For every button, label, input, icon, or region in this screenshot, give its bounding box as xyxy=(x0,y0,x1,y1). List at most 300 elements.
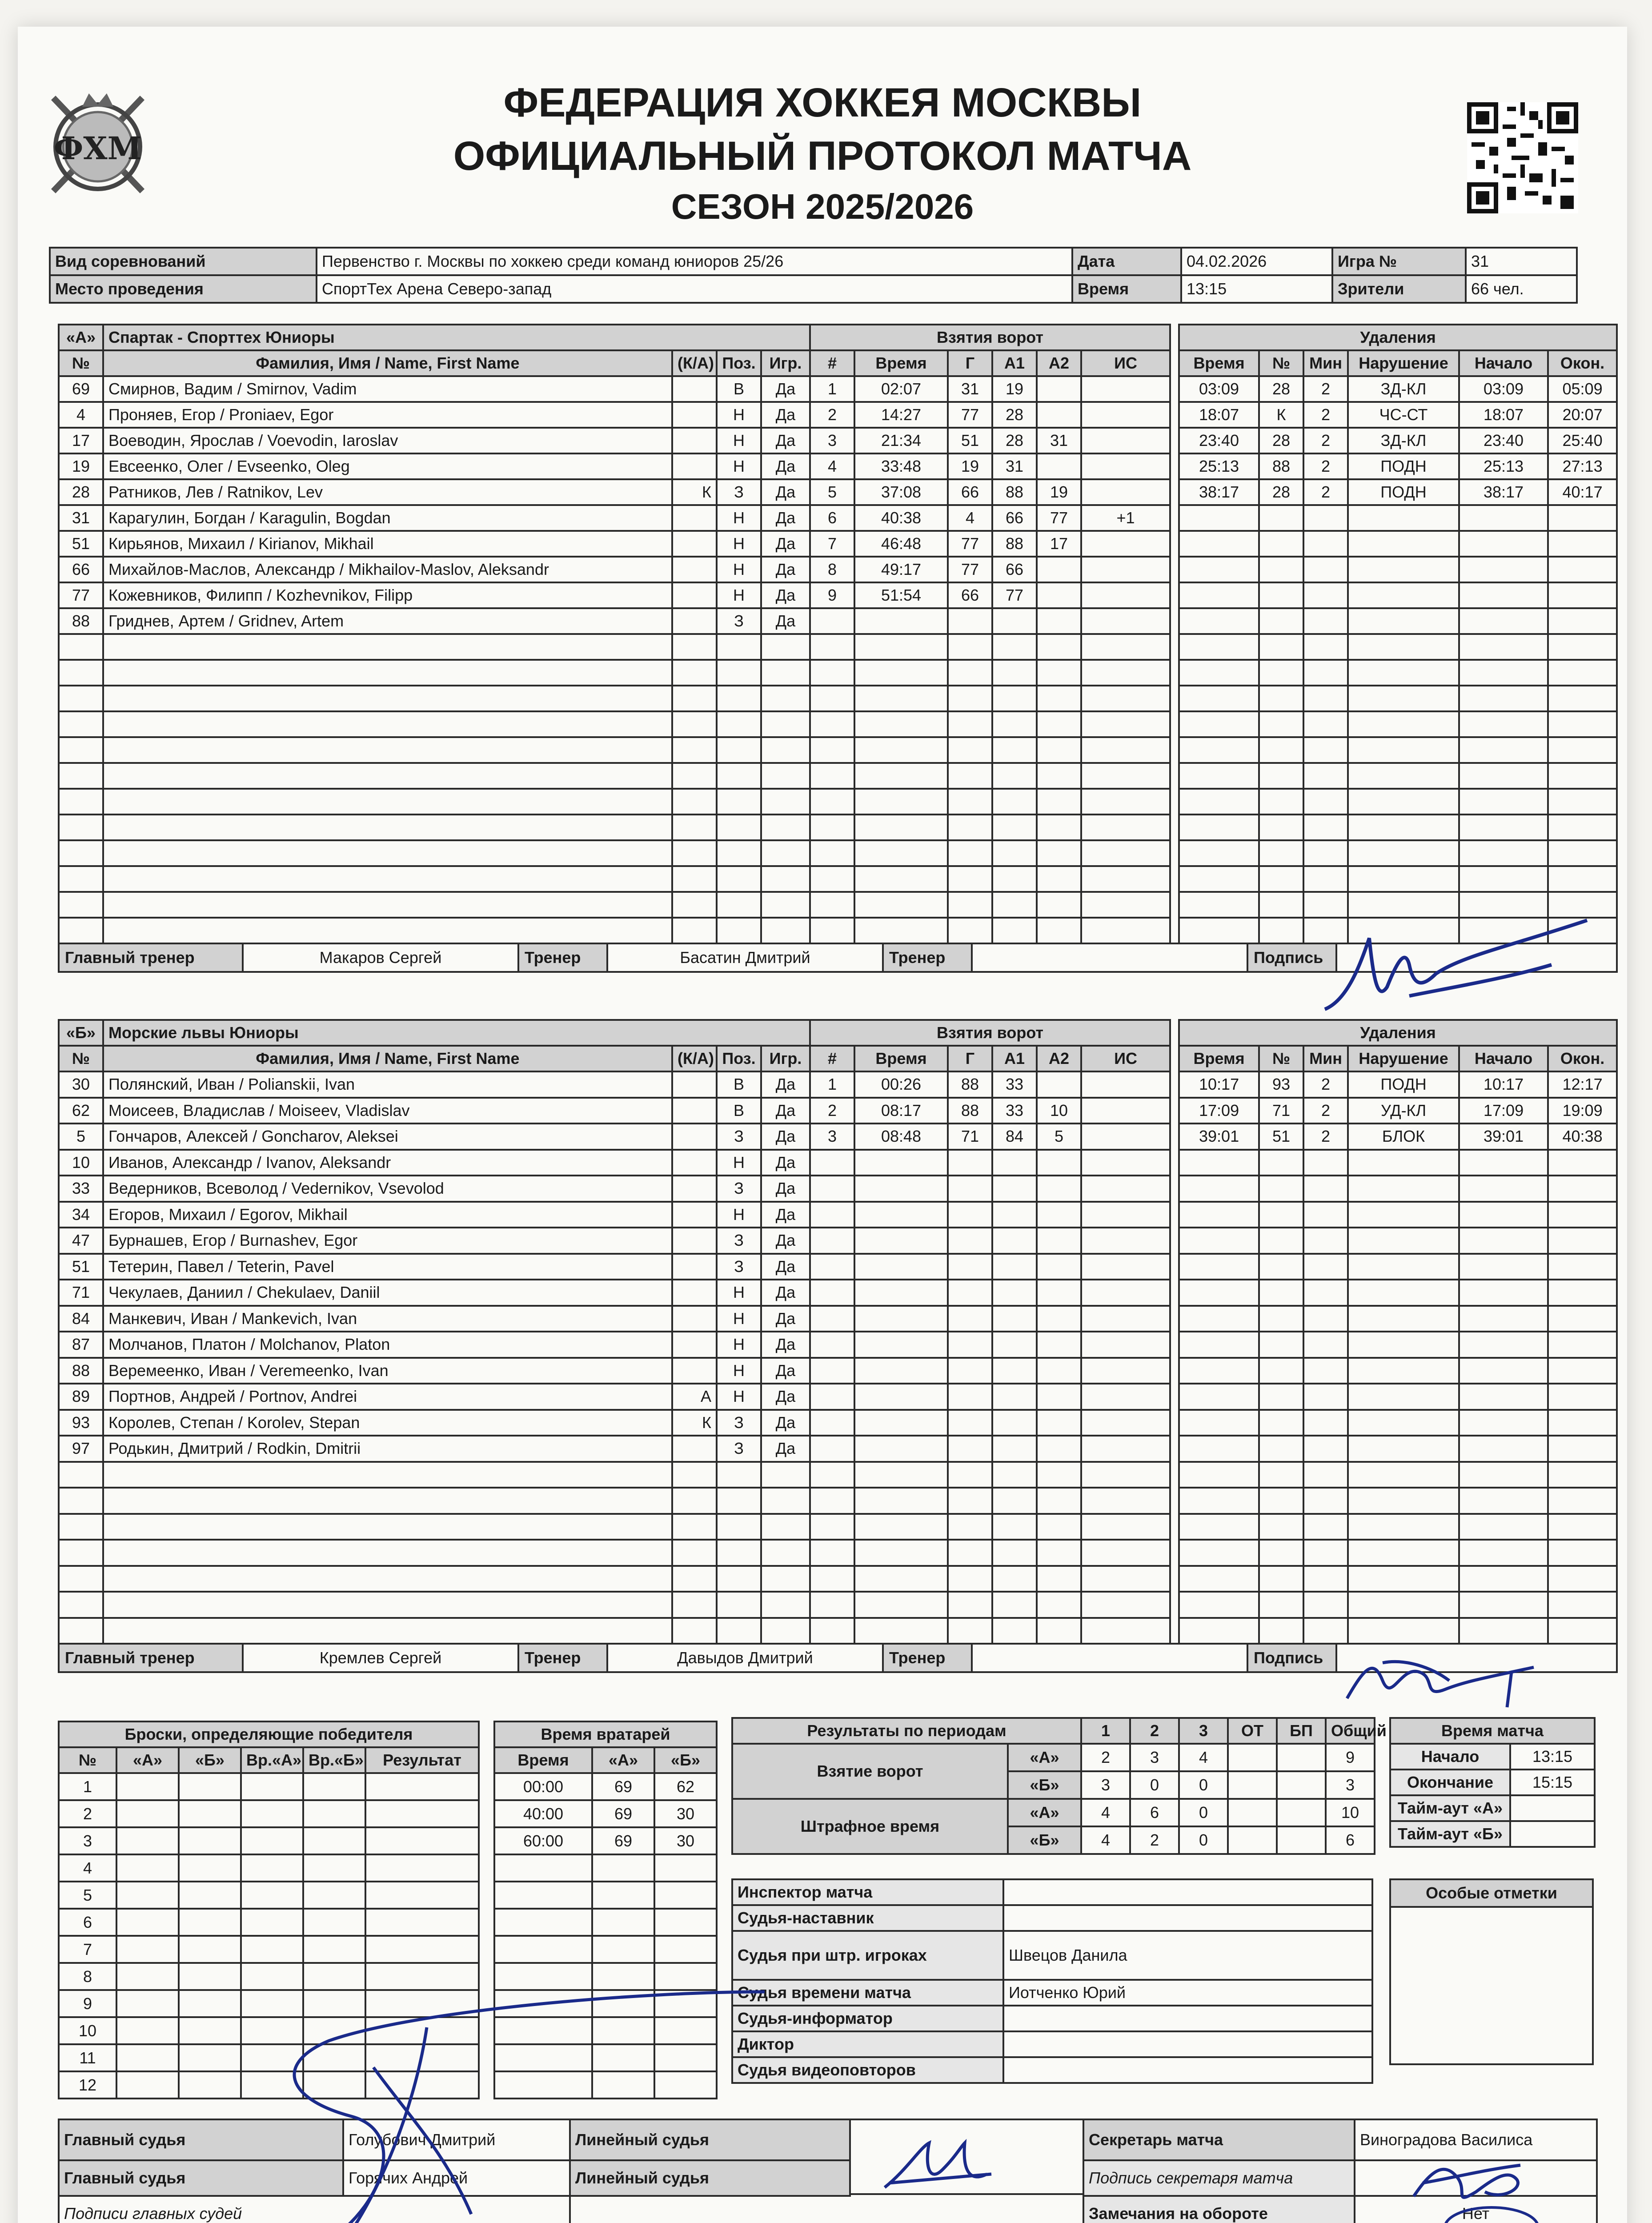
team_b-penalty-time xyxy=(1179,1306,1259,1332)
team_b-goal-a1 xyxy=(992,1176,1037,1202)
team_a-player-position xyxy=(717,634,761,660)
team_a-goal-is xyxy=(1081,376,1170,402)
team_b-penalty-time xyxy=(1179,1280,1259,1306)
team_a-goal-n xyxy=(810,608,854,634)
official-value xyxy=(1003,2057,1372,2083)
team_b-player-number xyxy=(59,1540,103,1566)
team_a-tag: «А» xyxy=(59,325,103,350)
team_b-goal-is xyxy=(1081,1280,1170,1306)
team_b-goal-a1 xyxy=(992,1566,1037,1592)
team_b-player-played: Да xyxy=(761,1410,810,1436)
team_b-penalty-start xyxy=(1459,1384,1548,1410)
team_a-goal-time xyxy=(854,840,948,866)
team_b-head-coach-value: Кремлев Сергей xyxy=(242,1645,517,1671)
team_a-player-number xyxy=(59,763,103,789)
team_b-goal-g xyxy=(948,1358,992,1384)
shootout-row-number: 4 xyxy=(59,1854,116,1882)
team_b-penalty-end xyxy=(1548,1358,1617,1384)
team_a-penalty-viol xyxy=(1348,789,1459,815)
team_a-goal-n: 2 xyxy=(810,402,854,428)
team_a-goal-n: 7 xyxy=(810,531,854,557)
shootout-cell xyxy=(116,1800,179,1827)
team_b-col-g_num: # xyxy=(810,1046,854,1071)
team_b-penalty-viol xyxy=(1348,1202,1459,1228)
team_b-goal-n xyxy=(810,1202,854,1228)
team_a-col-g_g: Г xyxy=(948,350,992,376)
linesman-1-label: Линейный судья xyxy=(570,2119,850,2160)
team_a-player-name xyxy=(103,686,672,711)
team_a-penalty-start xyxy=(1459,531,1548,557)
team_a-goal-is xyxy=(1081,789,1170,815)
team_b-penalty-num xyxy=(1259,1592,1303,1618)
team_b-goals-title: Взятия ворот xyxy=(810,1020,1170,1046)
team_b-goal-a2 xyxy=(1037,1462,1081,1488)
team_b-goal-time xyxy=(854,1176,948,1202)
spectators-label: Зрители xyxy=(1332,275,1466,303)
team_a-goal-n: 6 xyxy=(810,505,854,531)
team_b-player-played xyxy=(761,1514,810,1540)
team_a-penalty-viol: ЗД-КЛ xyxy=(1348,428,1459,453)
team_a-col-g_is: ИС xyxy=(1081,350,1170,376)
team_b-goal-g xyxy=(948,1436,992,1462)
shootout-row-number: 10 xyxy=(59,2017,116,2044)
team_b-goal-g xyxy=(948,1228,992,1254)
team_b-row xyxy=(59,1540,1617,1566)
team_a-player-name: Михайлов-Маслов, Александр / Mikhailov-Maslov, Aleksandr xyxy=(103,557,672,582)
team_b-goal-a1 xyxy=(992,1202,1037,1228)
team_b-player-number: 5 xyxy=(59,1124,103,1150)
team_b-col-played: Игр. xyxy=(761,1046,810,1071)
team_b-player-number xyxy=(59,1566,103,1592)
team_b-penalty-num xyxy=(1259,1280,1303,1306)
team_a-penalty-time xyxy=(1179,918,1259,943)
team_b-player-number: 33 xyxy=(59,1176,103,1202)
team_a-goal-g xyxy=(948,892,992,918)
team_a-player-position xyxy=(717,840,761,866)
team_b-player-number xyxy=(59,1462,103,1488)
team_b-penalty-end xyxy=(1548,1384,1617,1410)
team_a-player-played xyxy=(761,711,810,737)
team_b-player-name: Чекулаев, Даниил / Chekulaev, Daniil xyxy=(103,1280,672,1306)
team_a-penalty-time: 38:17 xyxy=(1179,479,1259,505)
team_b-penalty-time: 10:17 xyxy=(1179,1071,1259,1098)
team_a-penalty-time xyxy=(1179,737,1259,763)
team_b-player-name: Ведерников, Всеволод / Vedernikov, Vsevolod xyxy=(103,1176,672,1202)
team_b-penalty-num xyxy=(1259,1176,1303,1202)
goalie-cell xyxy=(592,1936,654,1963)
team_a-goal-n xyxy=(810,815,854,840)
team_a-goal-a1 xyxy=(992,866,1037,892)
referee-signature xyxy=(240,1983,774,2223)
team_b-goal-time xyxy=(854,1150,948,1176)
team_b-penalty-viol xyxy=(1348,1592,1459,1618)
team_a-player-number: 4 xyxy=(59,402,103,428)
team_b-penalty-start xyxy=(1459,1540,1548,1566)
team_a-player-name: Ратников, Лев / Ratnikov, Lev xyxy=(103,479,672,505)
team_b-goal-time xyxy=(854,1540,948,1566)
team_b-penalty-end: 40:38 xyxy=(1548,1124,1617,1150)
team_b-penalty-time xyxy=(1179,1410,1259,1436)
team_b-goal-g xyxy=(948,1150,992,1176)
team_a-col-p_num: № xyxy=(1259,350,1303,376)
team_b-sign-label: Подпись xyxy=(1247,1645,1335,1671)
team_a-player-number: 31 xyxy=(59,505,103,531)
team_b-col-p_end: Окон. xyxy=(1548,1046,1617,1071)
team_a-goal-n xyxy=(810,840,854,866)
team_b-goal-is xyxy=(1081,1436,1170,1462)
shootout-cell xyxy=(179,1800,241,1827)
team_b-penalty-num xyxy=(1259,1488,1303,1514)
team_a-penalty-viol xyxy=(1348,505,1459,531)
team_b-player-name: Моисеев, Владислав / Moiseev, Vladislav xyxy=(103,1098,672,1124)
team_a-player-number: 66 xyxy=(59,557,103,582)
team_a-penalty-num: 28 xyxy=(1259,428,1303,453)
shootout-row-number: 7 xyxy=(59,1936,116,1963)
team_a-goal-time xyxy=(854,866,948,892)
team_a-penalty-min: 2 xyxy=(1303,428,1348,453)
team_b-penalty-end xyxy=(1548,1592,1617,1618)
period-value: 2 xyxy=(1130,1826,1179,1854)
team_a-player-number: 28 xyxy=(59,479,103,505)
team_b-goal-n xyxy=(810,1540,854,1566)
period-value: 4 xyxy=(1081,1799,1130,1826)
official-label: Судья-информатор xyxy=(732,2006,1003,2031)
team_a-penalty-num: 88 xyxy=(1259,453,1303,479)
team_b-goal-g xyxy=(948,1618,992,1644)
team_b-row xyxy=(59,1280,1617,1306)
team_a-goal-is xyxy=(1081,840,1170,866)
goalie-cell xyxy=(592,1854,654,1882)
team_a-player-captain xyxy=(672,428,717,453)
shootout-cell xyxy=(365,1909,479,1936)
team_b-penalty-min xyxy=(1303,1306,1348,1332)
match-end-value: 15:15 xyxy=(1510,1770,1595,1795)
qr-code xyxy=(1467,102,1578,213)
team_a-player-played xyxy=(761,815,810,840)
period-row-label: Взятие ворот xyxy=(732,1744,1008,1799)
team_b-penalty-min xyxy=(1303,1410,1348,1436)
team_b-player-captain xyxy=(672,1358,717,1384)
team_b-player-position xyxy=(717,1488,761,1514)
team_a-penalty-start xyxy=(1459,763,1548,789)
team_b-goal-a2 xyxy=(1037,1566,1081,1592)
team_b-penalty-end: 12:17 xyxy=(1548,1071,1617,1098)
team_a-player-captain xyxy=(672,763,717,789)
period-value: 2 xyxy=(1081,1744,1130,1771)
team_b-goal-n xyxy=(810,1436,854,1462)
team_a-col-ka: (К/А) xyxy=(672,350,717,376)
team_b-goal-a2 xyxy=(1037,1228,1081,1254)
main-referee-1-value: Голубович Дмитрий xyxy=(343,2119,570,2160)
team_a-goal-a2 xyxy=(1037,686,1081,711)
team_a-col-g_num: # xyxy=(810,350,854,376)
period-col: Общий xyxy=(1326,1718,1375,1744)
team_a-row xyxy=(59,505,1617,531)
team_b-player-captain xyxy=(672,1592,717,1618)
team_b-penalty-start xyxy=(1459,1618,1548,1644)
team_b-goal-a2 xyxy=(1037,1410,1081,1436)
team_b-penalty-num xyxy=(1259,1254,1303,1280)
team_a-goal-time xyxy=(854,660,948,686)
team_b-player-position: Н xyxy=(717,1358,761,1384)
team_b-goal-time xyxy=(854,1202,948,1228)
team_a-penalty-min xyxy=(1303,866,1348,892)
shootout-cell xyxy=(303,1773,365,1800)
team_b-goal-time xyxy=(854,1488,948,1514)
team_b-player-position xyxy=(717,1540,761,1566)
shootout-cell xyxy=(303,1936,365,1963)
shootout-col: Вр.«Б» xyxy=(303,1747,365,1773)
team_b-goal-is xyxy=(1081,1540,1170,1566)
team_a-goal-a1 xyxy=(992,660,1037,686)
team_b-row xyxy=(59,1071,1617,1098)
team_a-player-position xyxy=(717,866,761,892)
shootout-cell xyxy=(116,1963,179,1990)
team_b-player-name xyxy=(103,1540,672,1566)
team_b-penalty-time xyxy=(1179,1592,1259,1618)
team_b-player-number: 47 xyxy=(59,1228,103,1254)
team_b-penalty-num xyxy=(1259,1540,1303,1566)
goalie-cell: 30 xyxy=(654,1827,717,1854)
shootout-row xyxy=(59,1936,479,1963)
team_a-penalty-end xyxy=(1548,582,1617,608)
team_b-player-number: 71 xyxy=(59,1280,103,1306)
team_a-goal-a1 xyxy=(992,763,1037,789)
team_b-goal-is xyxy=(1081,1618,1170,1644)
team_b-row xyxy=(59,1306,1617,1332)
team_b-goal-a2 xyxy=(1037,1150,1081,1176)
team_a-goal-is xyxy=(1081,866,1170,892)
team_b-penalty-min xyxy=(1303,1358,1348,1384)
team_b-penalty-start: 39:01 xyxy=(1459,1124,1548,1150)
team_a-penalty-start: 23:40 xyxy=(1459,428,1548,453)
team_a-goal-n xyxy=(810,634,854,660)
team_a-coach2-value xyxy=(971,944,1247,971)
team_b-goal-n: 2 xyxy=(810,1098,854,1124)
team_b-penalty-start xyxy=(1459,1462,1548,1488)
team_a-penalty-viol xyxy=(1348,531,1459,557)
team_b-penalty-time xyxy=(1179,1462,1259,1488)
team_b-coach2-value xyxy=(971,1645,1247,1671)
period-value: 9 xyxy=(1326,1744,1375,1771)
team_b-goal-is xyxy=(1081,1384,1170,1410)
period-col: 2 xyxy=(1130,1718,1179,1744)
shootout-cell xyxy=(116,1854,179,1882)
team_a-penalty-min: 2 xyxy=(1303,402,1348,428)
team_b-goal-g xyxy=(948,1566,992,1592)
team_a-penalty-min xyxy=(1303,557,1348,582)
team_a-goal-is: +1 xyxy=(1081,505,1170,531)
team_a-penalty-end xyxy=(1548,840,1617,866)
team_a-penalty-end xyxy=(1548,789,1617,815)
team_a-goal-a2 xyxy=(1037,453,1081,479)
goalie-col: «А» xyxy=(592,1747,654,1773)
period-value: 4 xyxy=(1081,1826,1130,1854)
team_a-goal-g: 19 xyxy=(948,453,992,479)
shootout-row-number: 3 xyxy=(59,1827,116,1854)
team_a-player-captain xyxy=(672,789,717,815)
team_a-goal-n: 4 xyxy=(810,453,854,479)
team_a-goal-is xyxy=(1081,634,1170,660)
team_a-col-p_start: Начало xyxy=(1459,350,1548,376)
team_b-coach2-label: Тренер xyxy=(882,1645,971,1671)
goalie-cell xyxy=(654,1909,717,1936)
team_a-goal-time xyxy=(854,789,948,815)
team_a-penalty-min xyxy=(1303,634,1348,660)
team_a-goal-n: 9 xyxy=(810,582,854,608)
team_a-penalty-viol: ПОДН xyxy=(1348,453,1459,479)
team_b-player-position: З xyxy=(717,1410,761,1436)
team_b-goal-n xyxy=(810,1228,854,1254)
shootout-cell xyxy=(303,1827,365,1854)
team_a-player-captain xyxy=(672,634,717,660)
team_b-player-captain xyxy=(672,1436,717,1462)
team_a-penalty-end: 27:13 xyxy=(1548,453,1617,479)
team_a-penalty-end xyxy=(1548,660,1617,686)
team_a-goal-g: 77 xyxy=(948,557,992,582)
team_a-goal-g xyxy=(948,789,992,815)
team_a-penalty-start xyxy=(1459,505,1548,531)
team_a-penalty-min xyxy=(1303,737,1348,763)
team_a-penalty-time xyxy=(1179,815,1259,840)
team_a-player-number: 51 xyxy=(59,531,103,557)
team_b-penalty-min xyxy=(1303,1462,1348,1488)
team_b-goal-a1: 84 xyxy=(992,1124,1037,1150)
team_b-penalty-start xyxy=(1459,1306,1548,1332)
team_a-goal-a2: 77 xyxy=(1037,505,1081,531)
team_b-player-number: 89 xyxy=(59,1384,103,1410)
venue-value: СпортТех Арена Северо-запад xyxy=(317,275,1072,303)
team_a-penalty-num xyxy=(1259,660,1303,686)
official-value: Иотченко Юрий xyxy=(1003,1980,1372,2006)
team_b-goal-n xyxy=(810,1618,854,1644)
team_a-goal-n xyxy=(810,892,854,918)
team_a-col-g_a1: А1 xyxy=(992,350,1037,376)
team_a-goal-is xyxy=(1081,402,1170,428)
team_a-player-played: Да xyxy=(761,505,810,531)
official-label: Судья при штр. игроках xyxy=(732,1931,1003,1980)
period-value: 4 xyxy=(1179,1744,1228,1771)
period-value: 0 xyxy=(1179,1826,1228,1854)
team_a-goal-n xyxy=(810,866,854,892)
main-referee-2-value: Горячих Андрей xyxy=(343,2160,570,2196)
period-team-tag: «А» xyxy=(1008,1744,1081,1771)
shootout-cell xyxy=(116,1827,179,1854)
match-info-table xyxy=(49,247,1576,304)
team_b-player-captain xyxy=(672,1071,717,1098)
period-value xyxy=(1228,1744,1277,1771)
team_b-col-pos: Поз. xyxy=(717,1046,761,1071)
team_b-penalty-min: 2 xyxy=(1303,1098,1348,1124)
team_a-goal-a2 xyxy=(1037,789,1081,815)
team_a-player-captain xyxy=(672,711,717,737)
official-row xyxy=(732,2031,1372,2057)
team_a-penalty-num xyxy=(1259,711,1303,737)
team_a-goal-is xyxy=(1081,815,1170,840)
shootout-cell xyxy=(179,1854,241,1882)
team_b-goal-g: 88 xyxy=(948,1098,992,1124)
team_a-goal-time xyxy=(854,892,948,918)
time-label: Время xyxy=(1072,275,1181,303)
team_b-penalty-start xyxy=(1459,1358,1548,1384)
date-label: Дата xyxy=(1072,248,1181,275)
protocol-title: ОФИЦИАЛЬНЫЙ ПРОТОКОЛ МАТЧА xyxy=(453,133,1192,179)
team_b-goal-a2: 10 xyxy=(1037,1098,1081,1124)
goalie-cell: 40:00 xyxy=(494,1800,592,1827)
team_a-player-captain xyxy=(672,892,717,918)
team_b-player-position xyxy=(717,1566,761,1592)
team_a-player-played xyxy=(761,892,810,918)
team_a-goal-g xyxy=(948,686,992,711)
team_a-penalty-start: 38:17 xyxy=(1459,479,1548,505)
team_a-penalty-time: 18:07 xyxy=(1179,402,1259,428)
team_a-penalty-num xyxy=(1259,531,1303,557)
official-value xyxy=(1003,2006,1372,2031)
team_a-row xyxy=(59,686,1617,711)
goalie-cell xyxy=(654,1854,717,1882)
team_a-penalty-min xyxy=(1303,840,1348,866)
team_a-col-g_time: Время xyxy=(854,350,948,376)
team_b-player-played: Да xyxy=(761,1306,810,1332)
team_b-goal-time xyxy=(854,1280,948,1306)
team_b-player-position: З xyxy=(717,1254,761,1280)
team_b-player-captain xyxy=(672,1488,717,1514)
team_a-player-captain xyxy=(672,453,717,479)
shootout-cell xyxy=(303,1800,365,1827)
shootout-cell xyxy=(241,1854,303,1882)
team_a-penalty-start xyxy=(1459,634,1548,660)
team_a-goal-is xyxy=(1081,608,1170,634)
team_b-goal-n: 1 xyxy=(810,1071,854,1098)
team_b-player-position: Н xyxy=(717,1306,761,1332)
team_b-player-position: Н xyxy=(717,1280,761,1306)
team_a-goal-time xyxy=(854,815,948,840)
team_b-penalty-end xyxy=(1548,1618,1617,1644)
team_b-col-name: Фамилия, Имя / Name, First Name xyxy=(103,1046,672,1071)
team_a-penalty-time xyxy=(1179,557,1259,582)
team_a-penalty-num xyxy=(1259,686,1303,711)
official-row xyxy=(732,1905,1372,1931)
team_b-player-played: Да xyxy=(761,1228,810,1254)
team_a-penalty-end xyxy=(1548,505,1617,531)
team_a-player-position: Н xyxy=(717,557,761,582)
team_b-player-name xyxy=(103,1514,672,1540)
goalie-row xyxy=(494,1909,717,1936)
team_b-penalty-time xyxy=(1179,1384,1259,1410)
team_a-goal-g xyxy=(948,866,992,892)
team_b-row xyxy=(59,1176,1617,1202)
team_b-goal-time xyxy=(854,1618,948,1644)
team_a-goals-title: Взятия ворот xyxy=(810,325,1170,350)
team_a-player-number xyxy=(59,711,103,737)
team_b-player-name: Королев, Степан / Korolev, Stepan xyxy=(103,1410,672,1436)
team_a-player-position xyxy=(717,892,761,918)
team_b-player-number: 62 xyxy=(59,1098,103,1124)
team_a-goal-time xyxy=(854,634,948,660)
team_b-penalty-num xyxy=(1259,1514,1303,1540)
team_b-goal-g xyxy=(948,1254,992,1280)
team_a-penalty-start xyxy=(1459,789,1548,815)
team_b-player-played xyxy=(761,1488,810,1514)
team_a-player-number xyxy=(59,686,103,711)
team_a-goal-g xyxy=(948,840,992,866)
team_b-penalty-start xyxy=(1459,1332,1548,1358)
team_a-goal-time xyxy=(854,608,948,634)
team_a-player-captain xyxy=(672,402,717,428)
team_a-goal-g xyxy=(948,634,992,660)
shootout-cell xyxy=(116,1990,179,2017)
period-value xyxy=(1228,1826,1277,1854)
